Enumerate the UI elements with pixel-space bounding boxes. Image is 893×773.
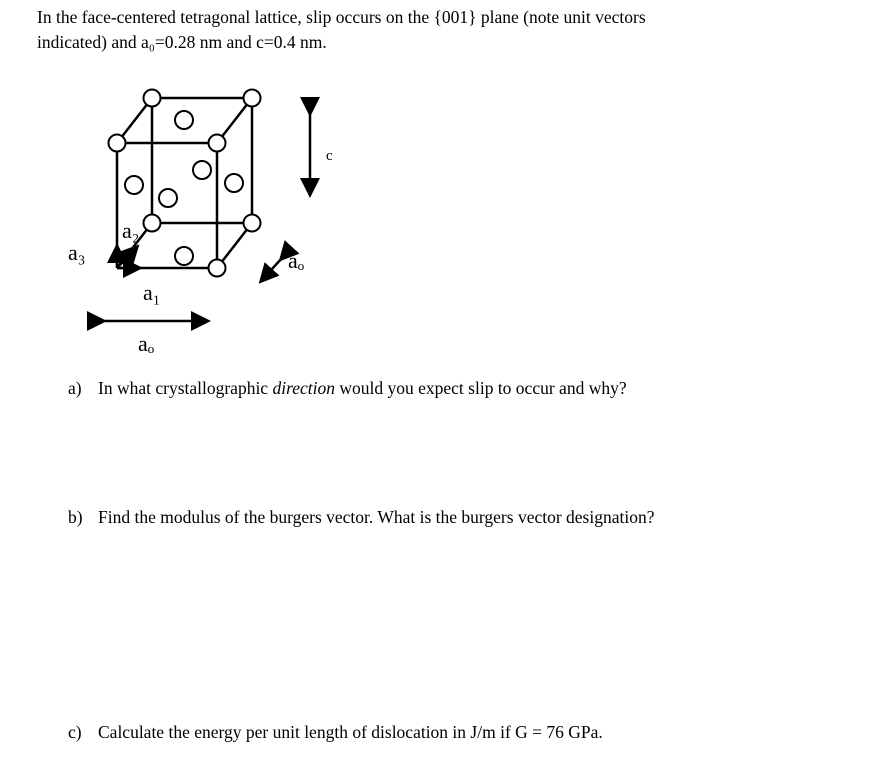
unit-vector-arrows (117, 248, 138, 268)
face-atom-top (175, 111, 193, 129)
corner-atom (244, 90, 261, 107)
label-ao-bottom: aₒ (138, 331, 155, 356)
question-b (68, 505, 655, 529)
face-atom-bottom (175, 247, 193, 265)
question-a-emphasis: direction (272, 378, 335, 398)
question-b-text: Find the modulus of the burgers vector. What is the burgers vector designation? (98, 507, 655, 527)
corner-atom (209, 135, 226, 152)
label-c: c (326, 148, 333, 164)
question-c (68, 720, 603, 744)
corner-atom (209, 260, 226, 277)
a2-arrow (117, 248, 136, 268)
fct-lattice-figure (60, 78, 360, 373)
face-atom-right (225, 174, 243, 192)
label-a3: a₃ (68, 240, 86, 265)
question-c-text: Calculate the energy per unit length of dislocation in J/m if G = 76 GPa. (98, 722, 603, 742)
problem-statement (37, 5, 857, 55)
label-a1: a₁ (143, 280, 161, 305)
question-b-letter: b) (68, 507, 83, 527)
corner-atom (244, 215, 261, 232)
ao-diagonal-arrow (262, 258, 282, 280)
question-a-letter: a) (68, 378, 82, 398)
face-atom-left (125, 176, 143, 194)
question-a (68, 376, 627, 400)
face-atom-back (193, 161, 211, 179)
corner-atom (144, 215, 161, 232)
problem-line-2: indicated) and a₀=0.28 nm and c=0.4 nm. (37, 32, 327, 52)
label-ao-diagonal: aₒ (288, 248, 305, 273)
problem-line-1: In the face-centered tetragonal lattice, slip occurs on the {001} plane (note unit vectors (37, 7, 646, 27)
question-c-letter: c) (68, 722, 82, 742)
question-a-text-1: In what crystallographic (98, 378, 273, 398)
question-a-text-2: would you expect slip to occur and why? (335, 378, 627, 398)
face-atom-front (159, 189, 177, 207)
corner-atom (109, 135, 126, 152)
label-a2: a₂ (122, 218, 140, 243)
corner-atom (144, 90, 161, 107)
